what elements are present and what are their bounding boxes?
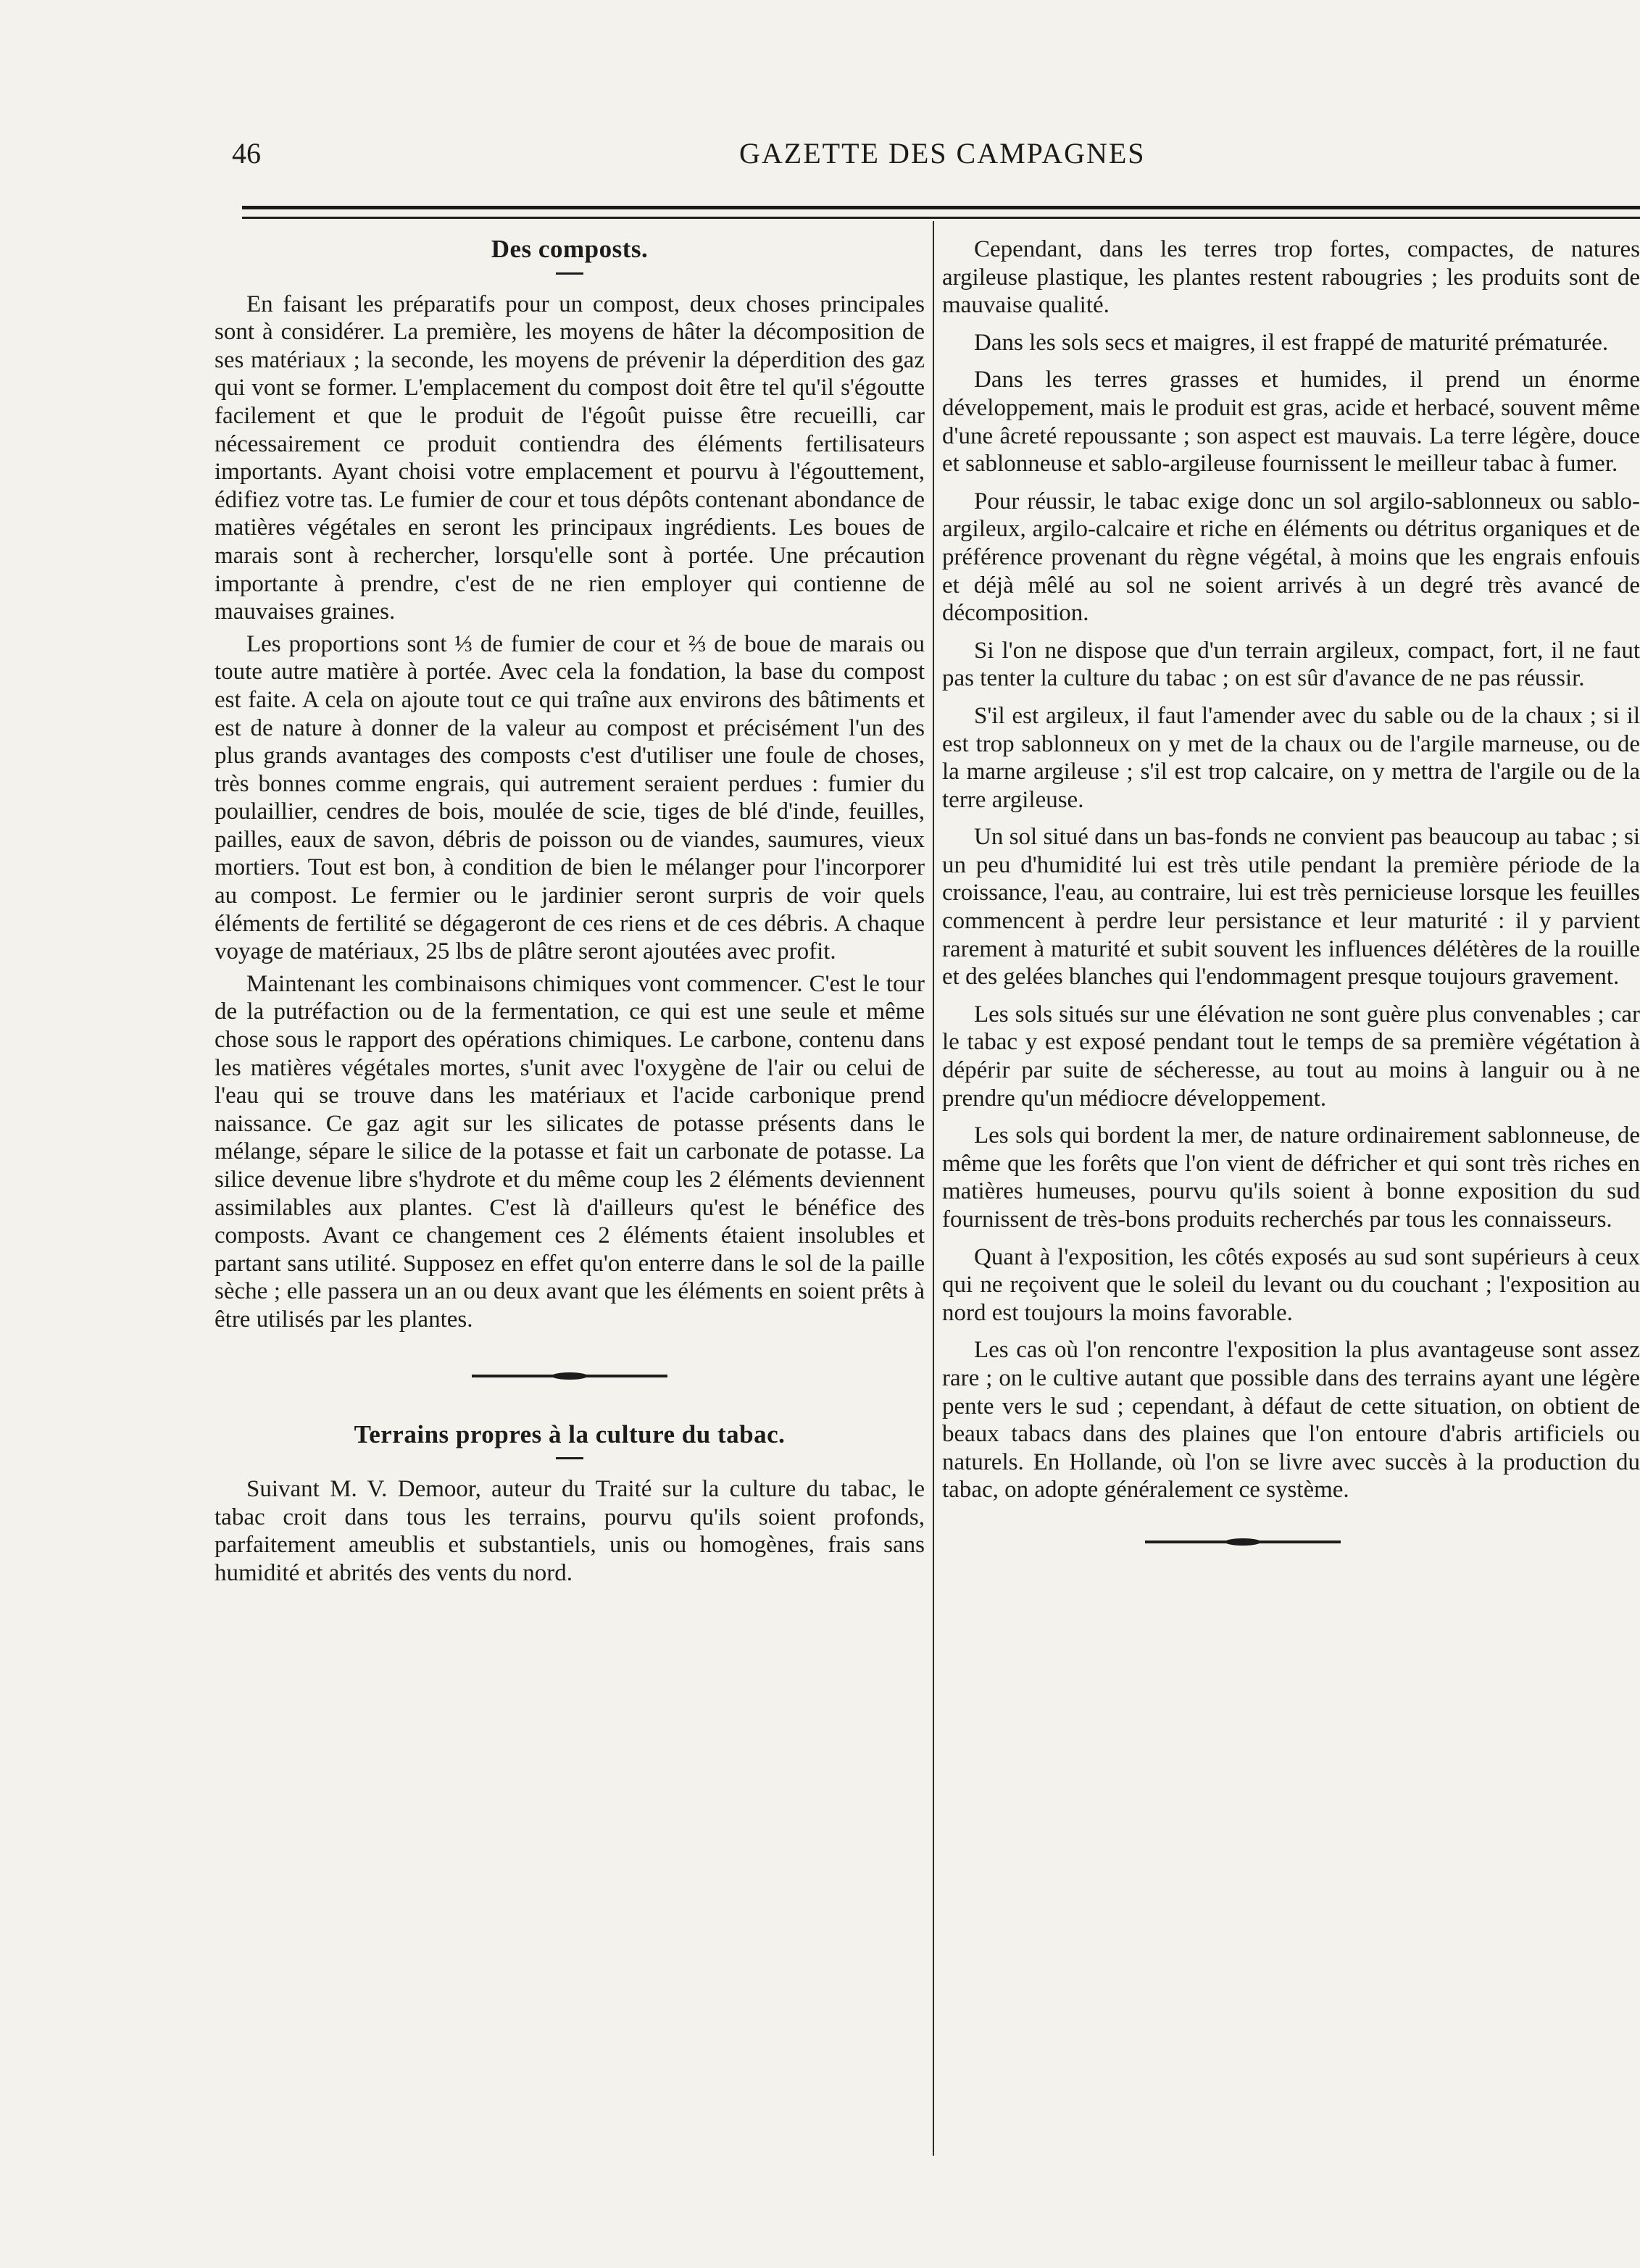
article-title-composts: Des composts. (491, 235, 649, 263)
article-title-tabac: Terrains propres à la culture du tabac. (354, 1419, 786, 1448)
running-title: GAZETTE DES CAMPAGNES (739, 137, 1146, 170)
title-dash (556, 272, 583, 275)
paragraph: Les sols situés sur une élévation ne sont guère plus convenables ; car le tabac y est exposé pendant tout le temps de sa première végétation à dépérir par suite de sécheresse, au tout au moins à languir ou à ne prendre qu'un médiocre développement. (942, 1001, 1640, 1112)
page-header (232, 136, 1638, 187)
paragraph: Dans les terres grasses et humides, il prend un énorme développement, mais le produit est gras, acide et herbacé, souvent même d'une âcreté repoussante ; son aspect est mauvais. La terre légère, douce et sablonneuse et sablo-argileuse fournissent le meilleur tabac à fumer. (942, 367, 1640, 478)
paragraph: Les proportions sont ⅓ de fumier de cour et ⅔ de boue de marais ou toute autre matière à portée. Avec cela la fondation, la base du compost est faite. A cela on ajoute tout ce qui traîne aux environs des bâtiments et est de nature à donner de la valeur au compost et précisément l'un des plus grands avantages des composts c'est d'utiliser une foule de choses, très bonnes comme engrais, qui autrement seraient perdues : fumier du poulaillier, cendres de bois, moulée de scie, tiges de blé d'inde, feuilles, pailles, eaux de savon, débris de poisson ou de viandes, saumures, vieux mortiers. Tout est bon, à condition de bien le mélanger pour l'incorporer au compost. Le fermier ou le jardinier seront surpris de voir quels éléments de fertilité se dégageront de ces riens et de ces débris. A chaque voyage de matériaux, 25 lbs de plâtre seront ajoutées avec profit. (215, 630, 925, 965)
section-ornament (472, 1375, 667, 1377)
paragraph: Les cas où l'on rencontre l'exposition la plus avantageuse sont assez rare ; on le cultive autant que possible dans des terrains ayant une légère pente vers le sud ; cependant, à défaut de cette situation, on obtient de beaux tabacs dans des plaines que l'on entoure d'abris artificiels ou naturels. En Hollande, où l'on se livre avec succès à la production du tabac, on adopte généralement ce système. (942, 1337, 1640, 1504)
end-ornament (1145, 1541, 1341, 1543)
paragraph: Un sol situé dans un bas-fonds ne convient pas beaucoup au tabac ; si un peu d'humidité lui est très utile pendant la première période de la croissance, l'eau, au contraire, lui est très pernicieuse lorsque les feuilles commencent à perdre leur persistance et leur maturité : il y parvient rarement à maturité et subit souvent les influences délétères de la rouille et des gelées blanches qui l'endommagent presque toujours gravement. (942, 824, 1640, 991)
paragraph: Les sols qui bordent la mer, de nature ordinairement sablonneuse, de même que les forêts que l'on vient de défricher et qui sont très riches en matières humeuses, pourvu qu'ils soient à bonne exposition du sud fournissent de très-bons produits recherchés par tous les connaisseurs. (942, 1122, 1640, 1233)
paragraph: Pour réussir, le tabac exige donc un sol argilo-sablonneux ou sablo-argileux, argilo-calcaire et riche en éléments ou détritus organiques et de préférence provenant du règne végétal, à moins que les engrais enfouis et déjà mêlé au sol ne soient arrivés à un degré très avancé de décomposition. (942, 488, 1640, 627)
paragraph: Quant à l'exposition, les côtés exposés au sud sont supérieurs à ceux qui ne reçoivent que le soleil du levant ou du couchant ; l'exposition au nord est toujours la moins favorable. (942, 1243, 1640, 1326)
paragraph: S'il est argileux, il faut l'amender avec du sable ou de la chaux ; si il est trop sablonneux on y met de la chaux ou de l'argile marneuse, ou de la marne argileuse ; s'il est trop calcaire, on y mettra de l'argile ou de la terre argileuse. (942, 702, 1640, 813)
left-column (215, 235, 925, 1592)
paragraph: En faisant les préparatifs pour un compost, deux choses principales sont à considérer. La première, les moyens de hâter la décomposition de ses matériaux ; la seconde, les moyens de prévenir la déperdition des gaz qui vont se former. L'emplacement du compost doit être tel qu'il s'égoutte facilement et que le produit de l'égoût puisse être recueilli, car nécessairement ce produit contiendra des éléments fertilisateurs importants. Ayant choisi votre emplacement et pourvu à l'égouttement, édifiez votre tas. Le fumier de cour et tous dépôts contenant abondance de matières végétales en seront les principaux ingrédients. Les boues de marais sont à rechercher, lorsqu'elle sont à portée. Une précaution importante à prendre, c'est de ne rien employer qui contienne de mauvaises graines. (215, 291, 925, 625)
header-rule (242, 206, 1640, 219)
title-dash (556, 1457, 583, 1459)
paragraph: Cependant, dans les terres trop fortes, compactes, de natures argileuse plastique, les plantes restent rabougries ; les produits sont de mauvaise qualité. (942, 236, 1640, 319)
column-divider (933, 221, 934, 2156)
paragraph: Suivant M. V. Demoor, auteur du Traité sur la culture du tabac, le tabac croit dans tous les terrains, pourvu qu'ils soient profonds, parfaitement ameublis et substantiels, unis ou homogènes, frais sans humidité et abrités des vents du nord. (215, 1476, 925, 1586)
page-number: 46 (232, 137, 261, 170)
paragraph: Dans les sols secs et maigres, il est frappé de maturité prématurée. (974, 329, 1609, 356)
paragraph: Si l'on ne dispose que d'un terrain argileux, compact, fort, il ne faut pas tenter la culture du tabac ; on est sûr d'avance de ne pas réussir. (942, 637, 1640, 692)
right-column (942, 235, 1640, 1543)
paragraph: Maintenant les combinaisons chimiques vont commencer. C'est le tour de la putréfaction ou de la fermentation, ce qui est une seule et même chose sous le rapport des opérations chimiques. Le carbone, contenu dans les matières végétales mortes, s'unit avec l'oxygène de l'air ou celui de l'eau qui se trouve dans les matériaux et l'acide carbonique prend naissance. Ce gaz agit sur les silicates de potasse présents dans le mélange, sépare le silice de la potasse et fait un carbonate de potasse. La silice devenue libre s'hydrote et du même coup les 2 éléments deviennent assimilables aux plantes. C'est là d'ailleurs qu'est le bénéfice des composts. Avant ce changement ces 2 éléments étaient insolubles et partant sans utilité. Supposez en effet qu'on enterre dans le sol de la paille sèche ; elle passera un an ou deux avant que les éléments en soient prêts à être utilisés par les plantes. (215, 970, 925, 1333)
